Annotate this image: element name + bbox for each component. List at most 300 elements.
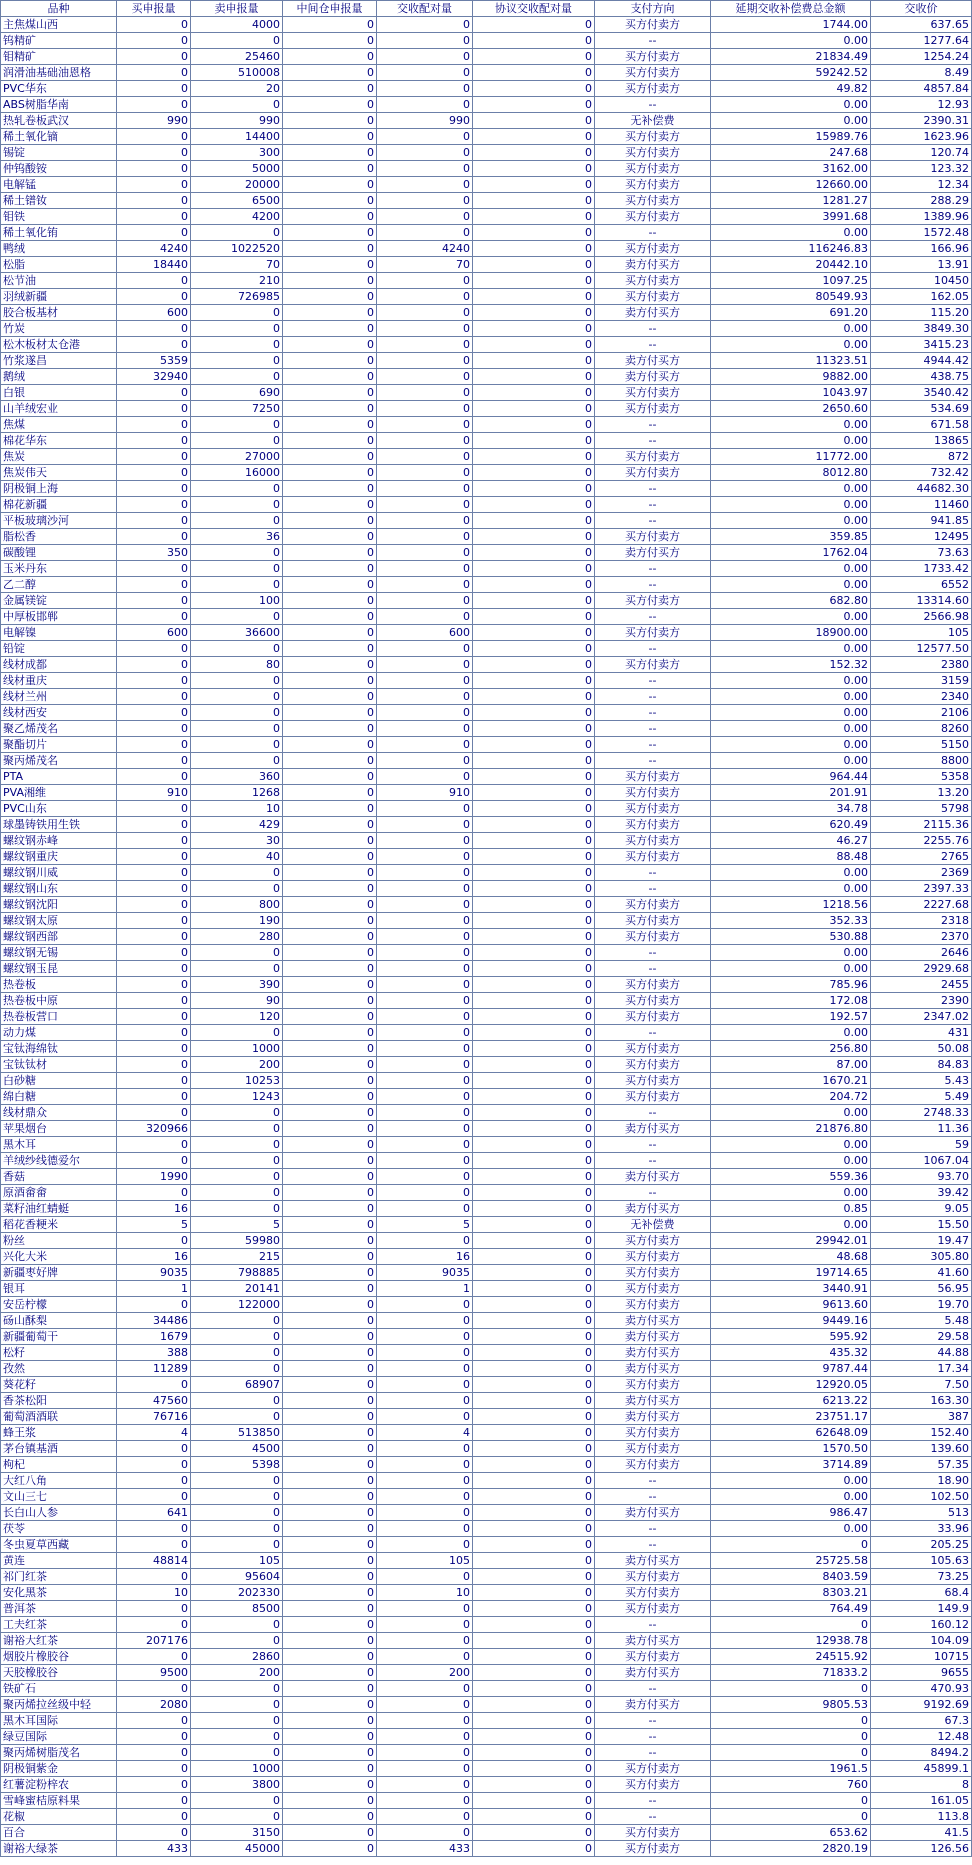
cell-payment-direction: 卖方付买方 [595, 1121, 711, 1137]
cell-payment-direction: 买方付卖方 [595, 657, 711, 673]
cell-product-name: 雪峰蜜桔原料果 [1, 1793, 117, 1809]
cell-delivery-price: 2765 [871, 849, 972, 865]
cell-buy-declared: 0 [117, 1105, 191, 1121]
cell-payment-direction: 买方付卖方 [595, 65, 711, 81]
cell-payment-direction: 买方付卖方 [595, 449, 711, 465]
cell-compensation-total: 0.00 [711, 33, 871, 49]
cell-delivery-matched: 0 [377, 1201, 473, 1217]
cell-sell-declared: 0 [191, 497, 283, 513]
cell-agreement-matched: 0 [473, 81, 595, 97]
cell-intermediate-declared: 0 [283, 817, 377, 833]
cell-intermediate-declared: 0 [283, 769, 377, 785]
cell-intermediate-declared: 0 [283, 1553, 377, 1569]
cell-buy-declared: 0 [117, 193, 191, 209]
cell-delivery-matched: 0 [377, 657, 473, 673]
cell-sell-declared: 300 [191, 145, 283, 161]
cell-product-name: 玉米丹东 [1, 561, 117, 577]
cell-agreement-matched: 0 [473, 673, 595, 689]
cell-sell-declared: 0 [191, 881, 283, 897]
cell-buy-declared: 910 [117, 785, 191, 801]
cell-delivery-matched: 0 [377, 721, 473, 737]
cell-buy-declared: 0 [117, 705, 191, 721]
cell-compensation-total: 247.68 [711, 145, 871, 161]
cell-intermediate-declared: 0 [283, 1457, 377, 1473]
cell-compensation-total: 0.00 [711, 321, 871, 337]
table-row [1, 401, 972, 417]
cell-payment-direction: -- [595, 673, 711, 689]
cell-sell-declared: 1022520 [191, 241, 283, 257]
cell-buy-declared: 0 [117, 1473, 191, 1489]
table-row [1, 961, 972, 977]
cell-product-name: 砀山酥梨 [1, 1313, 117, 1329]
cell-delivery-matched: 0 [377, 1377, 473, 1393]
cell-payment-direction: 买方付卖方 [595, 161, 711, 177]
cell-sell-declared: 120 [191, 1009, 283, 1025]
cell-payment-direction: 买方付卖方 [595, 81, 711, 97]
cell-agreement-matched: 0 [473, 1329, 595, 1345]
cell-sell-declared: 0 [191, 1153, 283, 1169]
cell-delivery-price: 2929.68 [871, 961, 972, 977]
cell-compensation-total: 2650.60 [711, 401, 871, 417]
cell-agreement-matched: 0 [473, 1393, 595, 1409]
cell-delivery-price: 152.40 [871, 1425, 972, 1441]
cell-payment-direction: -- [595, 737, 711, 753]
cell-agreement-matched: 0 [473, 1345, 595, 1361]
cell-sell-declared: 0 [191, 1345, 283, 1361]
cell-product-name: 黑木耳 [1, 1137, 117, 1153]
cell-compensation-total: 1043.97 [711, 385, 871, 401]
table-row [1, 1457, 972, 1473]
cell-buy-declared: 0 [117, 769, 191, 785]
table-row [1, 1121, 972, 1137]
cell-delivery-price: 1277.64 [871, 33, 972, 49]
table-row [1, 929, 972, 945]
cell-buy-declared: 0 [117, 481, 191, 497]
cell-intermediate-declared: 0 [283, 449, 377, 465]
cell-sell-declared: 105 [191, 1553, 283, 1569]
cell-sell-declared: 0 [191, 577, 283, 593]
cell-agreement-matched: 0 [473, 545, 595, 561]
cell-sell-declared: 100 [191, 593, 283, 609]
cell-delivery-matched: 0 [377, 353, 473, 369]
cell-payment-direction: 买方付卖方 [595, 1265, 711, 1281]
cell-agreement-matched: 0 [473, 1825, 595, 1841]
cell-payment-direction: 卖方付买方 [595, 1393, 711, 1409]
cell-product-name: 花椒 [1, 1809, 117, 1825]
cell-intermediate-declared: 0 [283, 1361, 377, 1377]
cell-compensation-total: 24515.92 [711, 1649, 871, 1665]
cell-product-name: 电解镍 [1, 625, 117, 641]
cell-sell-declared: 40 [191, 849, 283, 865]
cell-buy-declared: 0 [117, 273, 191, 289]
table-row [1, 545, 972, 561]
cell-compensation-total: 0.00 [711, 417, 871, 433]
cell-intermediate-declared: 0 [283, 385, 377, 401]
cell-delivery-matched: 0 [377, 593, 473, 609]
cell-agreement-matched: 0 [473, 1297, 595, 1313]
cell-sell-declared: 30 [191, 833, 283, 849]
cell-delivery-price: 8494.2 [871, 1745, 972, 1761]
cell-agreement-matched: 0 [473, 113, 595, 129]
cell-intermediate-declared: 0 [283, 513, 377, 529]
col-header-intermediate-declared: 中间仓申报量 [283, 1, 377, 17]
table-row [1, 1073, 972, 1089]
cell-delivery-price: 5798 [871, 801, 972, 817]
cell-delivery-price: 10715 [871, 1649, 972, 1665]
table-row [1, 353, 972, 369]
cell-delivery-price: 18.90 [871, 1473, 972, 1489]
cell-product-name: 白银 [1, 385, 117, 401]
cell-payment-direction: 买方付卖方 [595, 1089, 711, 1105]
cell-compensation-total: 0 [711, 1713, 871, 1729]
cell-sell-declared: 429 [191, 817, 283, 833]
cell-sell-declared: 0 [191, 721, 283, 737]
cell-intermediate-declared: 0 [283, 1569, 377, 1585]
cell-agreement-matched: 0 [473, 1057, 595, 1073]
cell-agreement-matched: 0 [473, 1553, 595, 1569]
cell-product-name: 聚丙烯树脂茂名 [1, 1745, 117, 1761]
cell-agreement-matched: 0 [473, 1201, 595, 1217]
cell-product-name: 阴极铜紫金 [1, 1761, 117, 1777]
cell-payment-direction: -- [595, 433, 711, 449]
cell-intermediate-declared: 0 [283, 545, 377, 561]
cell-intermediate-declared: 0 [283, 321, 377, 337]
cell-intermediate-declared: 0 [283, 273, 377, 289]
cell-payment-direction: 卖方付买方 [595, 1345, 711, 1361]
cell-payment-direction: -- [595, 1713, 711, 1729]
cell-buy-declared: 0 [117, 1057, 191, 1073]
cell-compensation-total: 0.00 [711, 961, 871, 977]
cell-compensation-total: 0.00 [711, 945, 871, 961]
cell-sell-declared: 4500 [191, 1441, 283, 1457]
table-row [1, 593, 972, 609]
table-row [1, 113, 972, 129]
cell-agreement-matched: 0 [473, 481, 595, 497]
cell-buy-declared: 0 [117, 881, 191, 897]
cell-product-name: 葵花籽 [1, 1377, 117, 1393]
cell-delivery-matched: 0 [377, 1505, 473, 1521]
cell-intermediate-declared: 0 [283, 209, 377, 225]
table-row [1, 945, 972, 961]
cell-delivery-price: 10450 [871, 273, 972, 289]
cell-agreement-matched: 0 [473, 449, 595, 465]
cell-sell-declared: 25460 [191, 49, 283, 65]
cell-product-name: 热轧卷板武汉 [1, 113, 117, 129]
cell-buy-declared: 0 [117, 1457, 191, 1473]
cell-agreement-matched: 0 [473, 129, 595, 145]
cell-delivery-matched: 0 [377, 433, 473, 449]
cell-sell-declared: 45000 [191, 1841, 283, 1857]
cell-buy-declared: 16 [117, 1249, 191, 1265]
cell-payment-direction: -- [595, 1105, 711, 1121]
cell-intermediate-declared: 0 [283, 1201, 377, 1217]
cell-sell-declared: 0 [191, 1409, 283, 1425]
table-row [1, 1489, 972, 1505]
cell-product-name: 苹果烟台 [1, 1121, 117, 1137]
cell-delivery-price: 3415.23 [871, 337, 972, 353]
cell-product-name: 热卷板营口 [1, 1009, 117, 1025]
cell-agreement-matched: 0 [473, 833, 595, 849]
table-row [1, 465, 972, 481]
cell-sell-declared: 0 [191, 753, 283, 769]
cell-delivery-matched: 990 [377, 113, 473, 129]
cell-compensation-total: 435.32 [711, 1345, 871, 1361]
cell-compensation-total: 0.00 [711, 497, 871, 513]
cell-agreement-matched: 0 [473, 33, 595, 49]
cell-delivery-matched: 0 [377, 1345, 473, 1361]
cell-delivery-price: 2106 [871, 705, 972, 721]
cell-sell-declared: 200 [191, 1057, 283, 1073]
cell-buy-declared: 0 [117, 401, 191, 417]
cell-intermediate-declared: 0 [283, 1473, 377, 1489]
cell-buy-declared: 0 [117, 1025, 191, 1041]
cell-delivery-matched: 0 [377, 1169, 473, 1185]
cell-delivery-price: 534.69 [871, 401, 972, 417]
cell-product-name: 新疆枣好牌 [1, 1265, 117, 1281]
cell-agreement-matched: 0 [473, 753, 595, 769]
cell-payment-direction: 买方付卖方 [595, 849, 711, 865]
cell-delivery-matched: 0 [377, 305, 473, 321]
cell-agreement-matched: 0 [473, 817, 595, 833]
cell-delivery-matched: 4240 [377, 241, 473, 257]
cell-product-name: 稻花香粳米 [1, 1217, 117, 1233]
table-row [1, 1265, 972, 1281]
cell-agreement-matched: 0 [473, 1585, 595, 1601]
cell-agreement-matched: 0 [473, 1761, 595, 1777]
cell-product-name: 脂松香 [1, 529, 117, 545]
cell-intermediate-declared: 0 [283, 945, 377, 961]
cell-intermediate-declared: 0 [283, 465, 377, 481]
table-row [1, 721, 972, 737]
cell-payment-direction: 卖方付买方 [595, 257, 711, 273]
cell-product-name: 平板玻璃沙河 [1, 513, 117, 529]
cell-product-name: 白砂糖 [1, 1073, 117, 1089]
cell-payment-direction: -- [595, 97, 711, 113]
cell-product-name: 聚丙烯拉丝级中轻 [1, 1697, 117, 1713]
cell-delivery-matched: 0 [377, 417, 473, 433]
cell-intermediate-declared: 0 [283, 1585, 377, 1601]
table-body [1, 17, 972, 1857]
cell-buy-declared: 0 [117, 433, 191, 449]
cell-sell-declared: 0 [191, 1793, 283, 1809]
table-row [1, 1793, 972, 1809]
cell-delivery-matched: 0 [377, 1185, 473, 1201]
cell-sell-declared: 0 [191, 1201, 283, 1217]
cell-sell-declared: 0 [191, 1713, 283, 1729]
cell-payment-direction: 买方付卖方 [595, 17, 711, 33]
cell-compensation-total: 87.00 [711, 1057, 871, 1073]
cell-buy-declared: 0 [117, 1489, 191, 1505]
cell-sell-declared: 0 [191, 673, 283, 689]
cell-delivery-price: 5358 [871, 769, 972, 785]
table-row [1, 1025, 972, 1041]
cell-delivery-price: 45899.1 [871, 1761, 972, 1777]
table-row [1, 129, 972, 145]
cell-intermediate-declared: 0 [283, 1025, 377, 1041]
cell-product-name: 螺纹钢山东 [1, 881, 117, 897]
cell-payment-direction: 卖方付买方 [595, 1201, 711, 1217]
cell-delivery-price: 305.80 [871, 1249, 972, 1265]
cell-product-name: 锡锭 [1, 145, 117, 161]
cell-agreement-matched: 0 [473, 1185, 595, 1201]
cell-buy-declared: 0 [117, 497, 191, 513]
cell-product-name: 黄连 [1, 1553, 117, 1569]
cell-delivery-price: 1623.96 [871, 129, 972, 145]
cell-agreement-matched: 0 [473, 1025, 595, 1041]
cell-buy-declared: 0 [117, 641, 191, 657]
cell-buy-declared: 0 [117, 513, 191, 529]
cell-compensation-total: 1570.50 [711, 1441, 871, 1457]
table-row [1, 65, 972, 81]
cell-delivery-price: 104.09 [871, 1633, 972, 1649]
cell-sell-declared: 68907 [191, 1377, 283, 1393]
cell-delivery-matched: 0 [377, 1601, 473, 1617]
cell-sell-declared: 1268 [191, 785, 283, 801]
cell-intermediate-declared: 0 [283, 401, 377, 417]
cell-intermediate-declared: 0 [283, 65, 377, 81]
cell-buy-declared: 0 [117, 1377, 191, 1393]
cell-intermediate-declared: 0 [283, 609, 377, 625]
cell-delivery-price: 1254.24 [871, 49, 972, 65]
cell-delivery-price: 139.60 [871, 1441, 972, 1457]
cell-compensation-total: 0.00 [711, 689, 871, 705]
cell-payment-direction: 卖方付买方 [595, 1553, 711, 1569]
cell-product-name: 祁门红茶 [1, 1569, 117, 1585]
cell-delivery-price: 73.63 [871, 545, 972, 561]
cell-delivery-matched: 0 [377, 609, 473, 625]
cell-payment-direction: -- [595, 961, 711, 977]
cell-compensation-total: 760 [711, 1777, 871, 1793]
table-row [1, 33, 972, 49]
cell-compensation-total: 0.00 [711, 1185, 871, 1201]
cell-agreement-matched: 0 [473, 433, 595, 449]
cell-delivery-matched: 0 [377, 737, 473, 753]
cell-agreement-matched: 0 [473, 225, 595, 241]
cell-buy-declared: 0 [117, 1009, 191, 1025]
cell-sell-declared: 690 [191, 385, 283, 401]
cell-agreement-matched: 0 [473, 721, 595, 737]
cell-payment-direction: -- [595, 881, 711, 897]
cell-delivery-matched: 0 [377, 1329, 473, 1345]
cell-product-name: 螺纹钢太原 [1, 913, 117, 929]
cell-delivery-matched: 0 [377, 1057, 473, 1073]
cell-product-name: 冬虫夏草西藏 [1, 1537, 117, 1553]
cell-delivery-matched: 0 [377, 1153, 473, 1169]
cell-intermediate-declared: 0 [283, 1793, 377, 1809]
cell-buy-declared: 641 [117, 1505, 191, 1521]
cell-compensation-total: 3162.00 [711, 161, 871, 177]
cell-payment-direction: 买方付卖方 [595, 1281, 711, 1297]
cell-payment-direction: 买方付卖方 [595, 769, 711, 785]
cell-intermediate-declared: 0 [283, 33, 377, 49]
table-row [1, 369, 972, 385]
table-row [1, 1057, 972, 1073]
cell-sell-declared: 2860 [191, 1649, 283, 1665]
cell-delivery-price: 41.5 [871, 1825, 972, 1841]
cell-buy-declared: 0 [117, 1297, 191, 1313]
cell-payment-direction: -- [595, 945, 711, 961]
cell-delivery-price: 2390.31 [871, 113, 972, 129]
cell-delivery-price: 8260 [871, 721, 972, 737]
cell-delivery-matched: 0 [377, 321, 473, 337]
cell-compensation-total: 116246.83 [711, 241, 871, 257]
cell-agreement-matched: 0 [473, 897, 595, 913]
cell-sell-declared: 90 [191, 993, 283, 1009]
cell-product-name: 茅台镇基酒 [1, 1441, 117, 1457]
cell-buy-declared: 0 [117, 945, 191, 961]
cell-intermediate-declared: 0 [283, 833, 377, 849]
cell-delivery-price: 13.91 [871, 257, 972, 273]
cell-buy-declared: 0 [117, 929, 191, 945]
table-row [1, 1137, 972, 1153]
cell-payment-direction: 买方付卖方 [595, 1009, 711, 1025]
cell-buy-declared: 0 [117, 1809, 191, 1825]
cell-buy-declared: 0 [117, 1777, 191, 1793]
cell-sell-declared: 215 [191, 1249, 283, 1265]
cell-delivery-matched: 0 [377, 497, 473, 513]
cell-compensation-total: 172.08 [711, 993, 871, 1009]
cell-delivery-price: 6552 [871, 577, 972, 593]
cell-buy-declared: 0 [117, 465, 191, 481]
cell-buy-declared: 433 [117, 1841, 191, 1857]
cell-buy-declared: 4 [117, 1425, 191, 1441]
cell-intermediate-declared: 0 [283, 1601, 377, 1617]
cell-compensation-total: 20442.10 [711, 257, 871, 273]
cell-agreement-matched: 0 [473, 385, 595, 401]
cell-product-name: 金属镁锭 [1, 593, 117, 609]
cell-payment-direction: -- [595, 1681, 711, 1697]
cell-sell-declared: 510008 [191, 65, 283, 81]
cell-payment-direction: 买方付卖方 [595, 1841, 711, 1857]
cell-payment-direction: 买方付卖方 [595, 1425, 711, 1441]
cell-delivery-price: 941.85 [871, 513, 972, 529]
cell-payment-direction: 买方付卖方 [595, 977, 711, 993]
cell-delivery-matched: 0 [377, 945, 473, 961]
cell-agreement-matched: 0 [473, 1041, 595, 1057]
cell-payment-direction: 买方付卖方 [595, 145, 711, 161]
cell-payment-direction: 卖方付买方 [595, 1169, 711, 1185]
cell-delivery-price: 84.83 [871, 1057, 972, 1073]
cell-product-name: 螺纹钢重庆 [1, 849, 117, 865]
cell-sell-declared: 0 [191, 961, 283, 977]
table-row [1, 1521, 972, 1537]
cell-intermediate-declared: 0 [283, 641, 377, 657]
cell-buy-declared: 0 [117, 337, 191, 353]
col-header-compensation-total: 延期交收补偿费总金额 [711, 1, 871, 17]
cell-product-name: 钨精矿 [1, 33, 117, 49]
cell-product-name: 球墨铸铁用生铁 [1, 817, 117, 833]
table-row [1, 1393, 972, 1409]
cell-delivery-price: 2397.33 [871, 881, 972, 897]
cell-product-name: 大红八角 [1, 1473, 117, 1489]
cell-delivery-matched: 0 [377, 769, 473, 785]
cell-compensation-total: 201.91 [711, 785, 871, 801]
cell-product-name: 焦炭伟天 [1, 465, 117, 481]
cell-intermediate-declared: 0 [283, 1537, 377, 1553]
table-row [1, 1313, 972, 1329]
cell-intermediate-declared: 0 [283, 865, 377, 881]
cell-agreement-matched: 0 [473, 289, 595, 305]
cell-product-name: 碳酸锂 [1, 545, 117, 561]
cell-sell-declared: 5000 [191, 161, 283, 177]
cell-agreement-matched: 0 [473, 1521, 595, 1537]
table-row [1, 241, 972, 257]
cell-payment-direction: -- [595, 1521, 711, 1537]
cell-intermediate-declared: 0 [283, 497, 377, 513]
cell-intermediate-declared: 0 [283, 1425, 377, 1441]
cell-delivery-matched: 0 [377, 1313, 473, 1329]
cell-intermediate-declared: 0 [283, 1009, 377, 1025]
